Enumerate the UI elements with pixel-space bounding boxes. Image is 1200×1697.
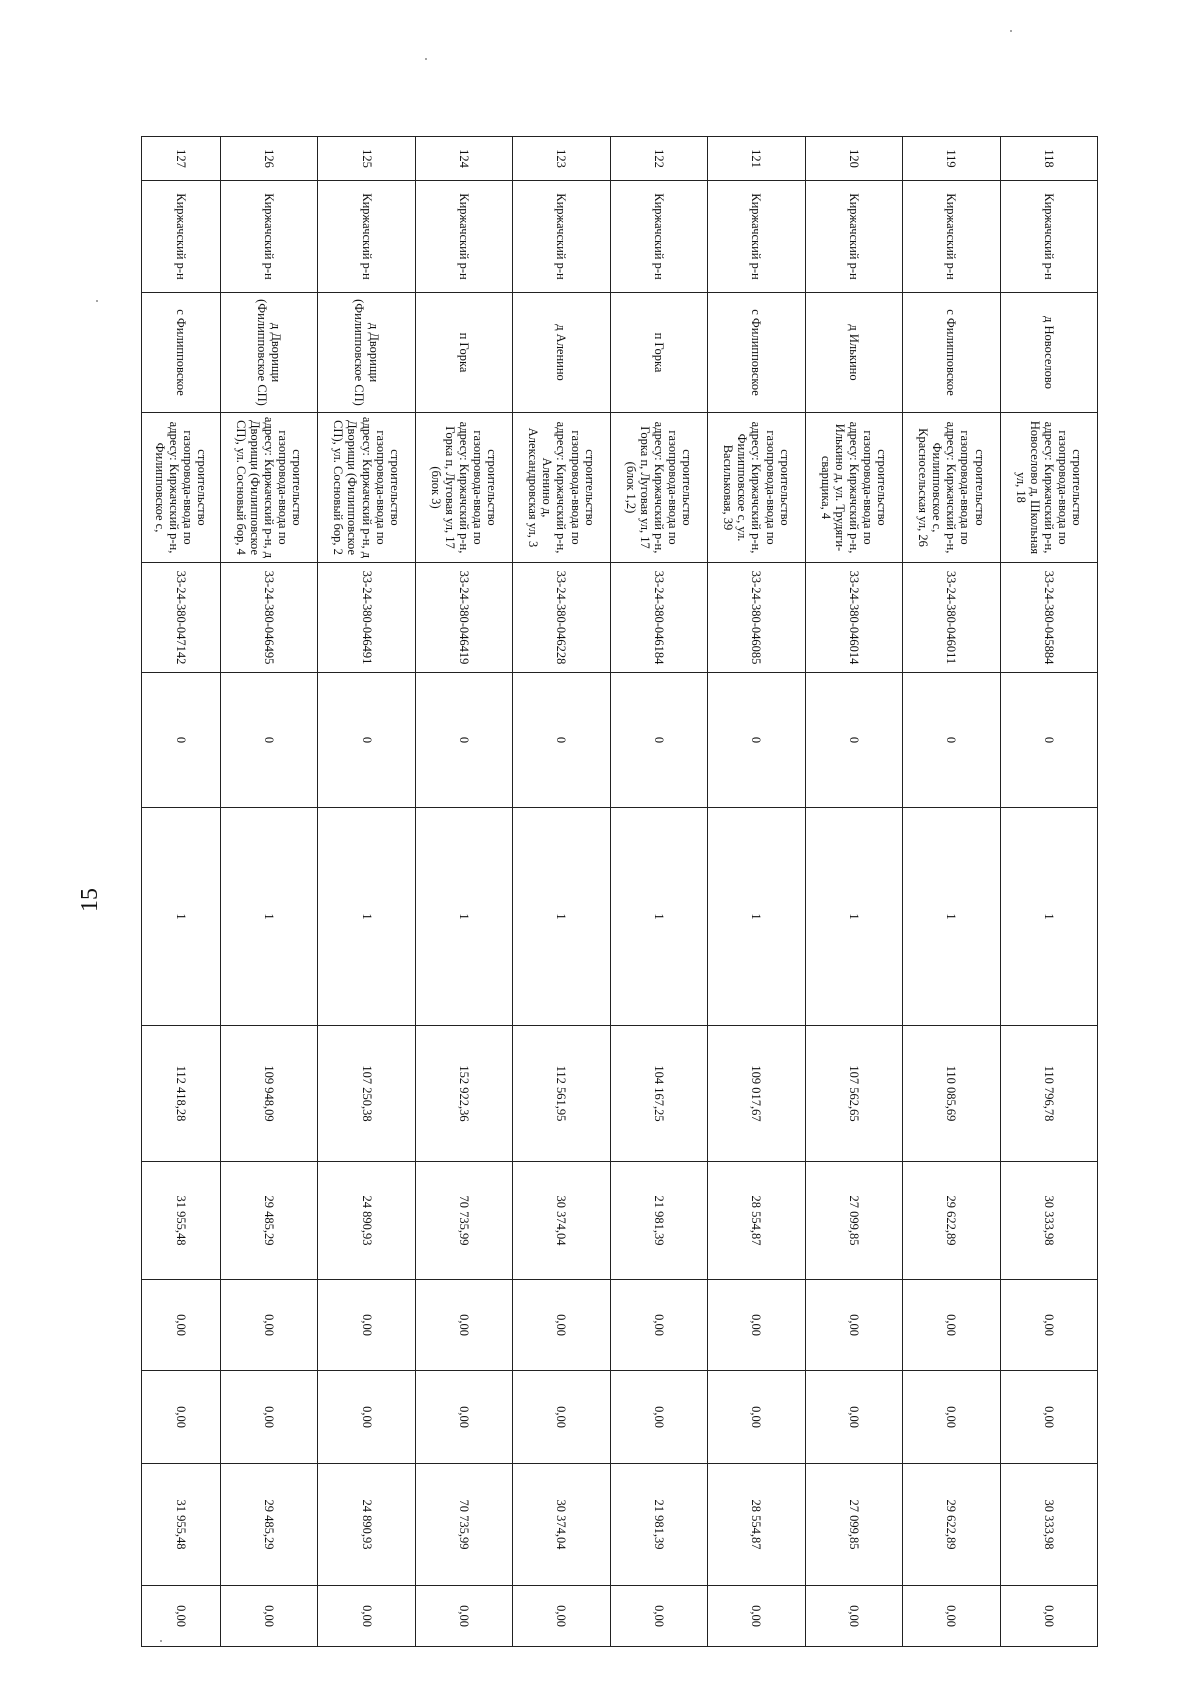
count-cell: 1	[805, 808, 902, 1026]
amount-cell: 0,00	[708, 1280, 805, 1371]
amount-cell: 0,00	[708, 1586, 805, 1647]
table-row	[513, 137, 610, 1647]
table-row	[903, 137, 1000, 1647]
amount-cell: 0,00	[142, 1586, 221, 1647]
table-container	[141, 136, 1098, 1646]
district-cell: Киржачский р-н	[903, 181, 1000, 293]
amount-cell: 0,00	[903, 1586, 1000, 1647]
row-number: 119	[903, 137, 1000, 181]
amount-cell: 0,00	[220, 1371, 317, 1464]
amount-cell: 31 955,48	[142, 1464, 221, 1586]
zero-cell: 0	[318, 673, 415, 808]
amount-cell: 0,00	[805, 1586, 902, 1647]
table-row	[415, 137, 512, 1647]
row-number: 125	[318, 137, 415, 181]
row-number: 122	[610, 137, 707, 181]
amount-cell: 0,00	[318, 1371, 415, 1464]
amount-cell: 0,00	[220, 1280, 317, 1371]
district-cell: Киржачский р-н	[1000, 181, 1097, 293]
amount-cell: 0,00	[610, 1280, 707, 1371]
description-cell: строительство газопровода-ввода по адресу: Киржачский р-н, Горка п, Луговая ул, 17 (блок 1,2)	[610, 413, 707, 563]
amount-cell: 0,00	[415, 1586, 512, 1647]
zero-cell: 0	[610, 673, 707, 808]
amount-cell: 0,00	[415, 1280, 512, 1371]
settlement-cell: д Аленино	[513, 293, 610, 413]
table-row	[318, 137, 415, 1647]
scan-speck	[1010, 30, 1012, 32]
settlement-cell: д Илькино	[805, 293, 902, 413]
count-cell: 1	[415, 808, 512, 1026]
amount-cell: 21 981,39	[610, 1162, 707, 1280]
zero-cell: 0	[1000, 673, 1097, 808]
code-cell: 33-24-380-046419	[415, 563, 512, 673]
code-cell: 33-24-380-046014	[805, 563, 902, 673]
cost-cell: 109 948,09	[220, 1026, 317, 1162]
description-cell: строительство газопровода-ввода по адресу: Киржачский р-н, д Дворищи (Филипповское СП), ул. Сосновый бор, 2	[318, 413, 415, 563]
count-cell: 1	[142, 808, 221, 1026]
settlement-cell: д Дворищи (Филипповское СП)	[220, 293, 317, 413]
scan-speck	[160, 1640, 162, 1642]
table-body	[142, 137, 1098, 1647]
zero-cell: 0	[513, 673, 610, 808]
amount-cell: 0,00	[318, 1280, 415, 1371]
cost-cell: 112 418,28	[142, 1026, 221, 1162]
district-cell: Киржачский р-н	[805, 181, 902, 293]
amount-cell: 0,00	[1000, 1371, 1097, 1464]
cost-cell: 104 167,25	[610, 1026, 707, 1162]
description-cell: строительство газопровода-ввода по адресу: Киржачский р-н, д Дворищи (Филипповское СП), ул. Сосновый бор, 4	[220, 413, 317, 563]
amount-cell: 0,00	[142, 1371, 221, 1464]
amount-cell: 0,00	[142, 1280, 221, 1371]
settlement-cell: д Новоселово	[1000, 293, 1097, 413]
row-number: 118	[1000, 137, 1097, 181]
settlement-cell: д Дворищи (Филипповское СП)	[318, 293, 415, 413]
zero-cell: 0	[903, 673, 1000, 808]
row-number: 121	[708, 137, 805, 181]
cost-cell: 112 561,95	[513, 1026, 610, 1162]
cost-cell: 107 562,65	[805, 1026, 902, 1162]
district-cell: Киржачский р-н	[220, 181, 317, 293]
code-cell: 33-24-380-047142	[142, 563, 221, 673]
cost-cell: 109 017,67	[708, 1026, 805, 1162]
scan-speck	[96, 300, 98, 302]
amount-cell: 0,00	[610, 1371, 707, 1464]
count-cell: 1	[318, 808, 415, 1026]
row-number: 124	[415, 137, 512, 181]
amount-cell: 24 890,93	[318, 1464, 415, 1586]
description-cell: строительство газопровода-ввода по адресу: Киржачский р-н, Аленино д, Александровская ул, 3	[513, 413, 610, 563]
zero-cell: 0	[415, 673, 512, 808]
amount-cell: 31 955,48	[142, 1162, 221, 1280]
amount-cell: 0,00	[805, 1371, 902, 1464]
amount-cell: 29 622,89	[903, 1464, 1000, 1586]
row-number: 120	[805, 137, 902, 181]
count-cell: 1	[1000, 808, 1097, 1026]
settlement-cell: с Филипповское	[903, 293, 1000, 413]
amount-cell: 0,00	[220, 1586, 317, 1647]
row-number: 123	[513, 137, 610, 181]
count-cell: 1	[610, 808, 707, 1026]
code-cell: 33-24-380-046011	[903, 563, 1000, 673]
amount-cell: 30 374,04	[513, 1464, 610, 1586]
table-row	[1000, 137, 1097, 1647]
description-cell: строительство газопровода-ввода по адресу: Киржачский р-н, Филипповское с,	[142, 413, 221, 563]
table-row	[805, 137, 902, 1647]
cost-cell: 110 085,69	[903, 1026, 1000, 1162]
count-cell: 1	[220, 808, 317, 1026]
amount-cell: 0,00	[708, 1371, 805, 1464]
description-cell: строительство газопровода-ввода по адресу: Киржачский р-н, Горка п, Луговая ул, 17 (блок 3)	[415, 413, 512, 563]
code-cell: 33-24-380-046228	[513, 563, 610, 673]
district-cell: Киржачский р-н	[610, 181, 707, 293]
amount-cell: 0,00	[513, 1371, 610, 1464]
amount-cell: 21 981,39	[610, 1464, 707, 1586]
amount-cell: 0,00	[318, 1586, 415, 1647]
amount-cell: 28 554,87	[708, 1162, 805, 1280]
code-cell: 33-24-380-046495	[220, 563, 317, 673]
count-cell: 1	[903, 808, 1000, 1026]
amount-cell: 0,00	[903, 1371, 1000, 1464]
amount-cell: 0,00	[513, 1586, 610, 1647]
count-cell: 1	[513, 808, 610, 1026]
settlement-cell: п Горка	[415, 293, 512, 413]
table-row	[708, 137, 805, 1647]
page-number: 15	[77, 888, 103, 912]
table-row	[610, 137, 707, 1647]
amount-cell: 0,00	[513, 1280, 610, 1371]
table-row	[142, 137, 221, 1647]
amount-cell: 27 099,85	[805, 1162, 902, 1280]
amount-cell: 30 333,98	[1000, 1464, 1097, 1586]
settlement-cell: п Горка	[610, 293, 707, 413]
count-cell: 1	[708, 808, 805, 1026]
district-cell: Киржачский р-н	[142, 181, 221, 293]
amount-cell: 0,00	[903, 1280, 1000, 1371]
cost-cell: 110 796,78	[1000, 1026, 1097, 1162]
scan-speck	[425, 58, 427, 60]
district-cell: Киржачский р-н	[708, 181, 805, 293]
amount-cell: 27 099,85	[805, 1464, 902, 1586]
amount-cell: 24 890,93	[318, 1162, 415, 1280]
amount-cell: 30 374,04	[513, 1162, 610, 1280]
zero-cell: 0	[805, 673, 902, 808]
zero-cell: 0	[142, 673, 221, 808]
district-cell: Киржачский р-н	[415, 181, 512, 293]
amount-cell: 70 735,99	[415, 1162, 512, 1280]
zero-cell: 0	[708, 673, 805, 808]
amount-cell: 0,00	[610, 1586, 707, 1647]
district-cell: Киржачский р-н	[318, 181, 415, 293]
row-number: 127	[142, 137, 221, 181]
amount-cell: 29 485,29	[220, 1464, 317, 1586]
amount-cell: 70 735,99	[415, 1464, 512, 1586]
amount-cell: 30 333,98	[1000, 1162, 1097, 1280]
amount-cell: 29 485,29	[220, 1162, 317, 1280]
amount-cell: 0,00	[1000, 1280, 1097, 1371]
row-number: 126	[220, 137, 317, 181]
description-cell: строительство газопровода-ввода по адресу: Киржачский р-н, Новоселово д, Школьная ул, 18	[1000, 413, 1097, 563]
description-cell: строительство газопровода-ввода по адресу: Киржачский р-н, Филипповское с, ул. Васильковая, 39	[708, 413, 805, 563]
zero-cell: 0	[220, 673, 317, 808]
amount-cell: 28 554,87	[708, 1464, 805, 1586]
amount-cell: 0,00	[415, 1371, 512, 1464]
code-cell: 33-24-380-045884	[1000, 563, 1097, 673]
description-cell: строительство газопровода-ввода по адресу: Киржачский р-н, Илькино д, ул. Трудяги-сварщика, 4	[805, 413, 902, 563]
data-table	[141, 136, 1098, 1647]
code-cell: 33-24-380-046184	[610, 563, 707, 673]
district-cell: Киржачский р-н	[513, 181, 610, 293]
cost-cell: 152 922,36	[415, 1026, 512, 1162]
code-cell: 33-24-380-046085	[708, 563, 805, 673]
amount-cell: 0,00	[1000, 1586, 1097, 1647]
code-cell: 33-24-380-046491	[318, 563, 415, 673]
amount-cell: 29 622,89	[903, 1162, 1000, 1280]
settlement-cell: с Филипповское	[142, 293, 221, 413]
table-row	[220, 137, 317, 1647]
description-cell: строительство газопровода-ввода по адресу: Киржачский р-н, Филипповское с, Красносельская ул, 26	[903, 413, 1000, 563]
settlement-cell: с Филипповское	[708, 293, 805, 413]
cost-cell: 107 250,38	[318, 1026, 415, 1162]
amount-cell: 0,00	[805, 1280, 902, 1371]
